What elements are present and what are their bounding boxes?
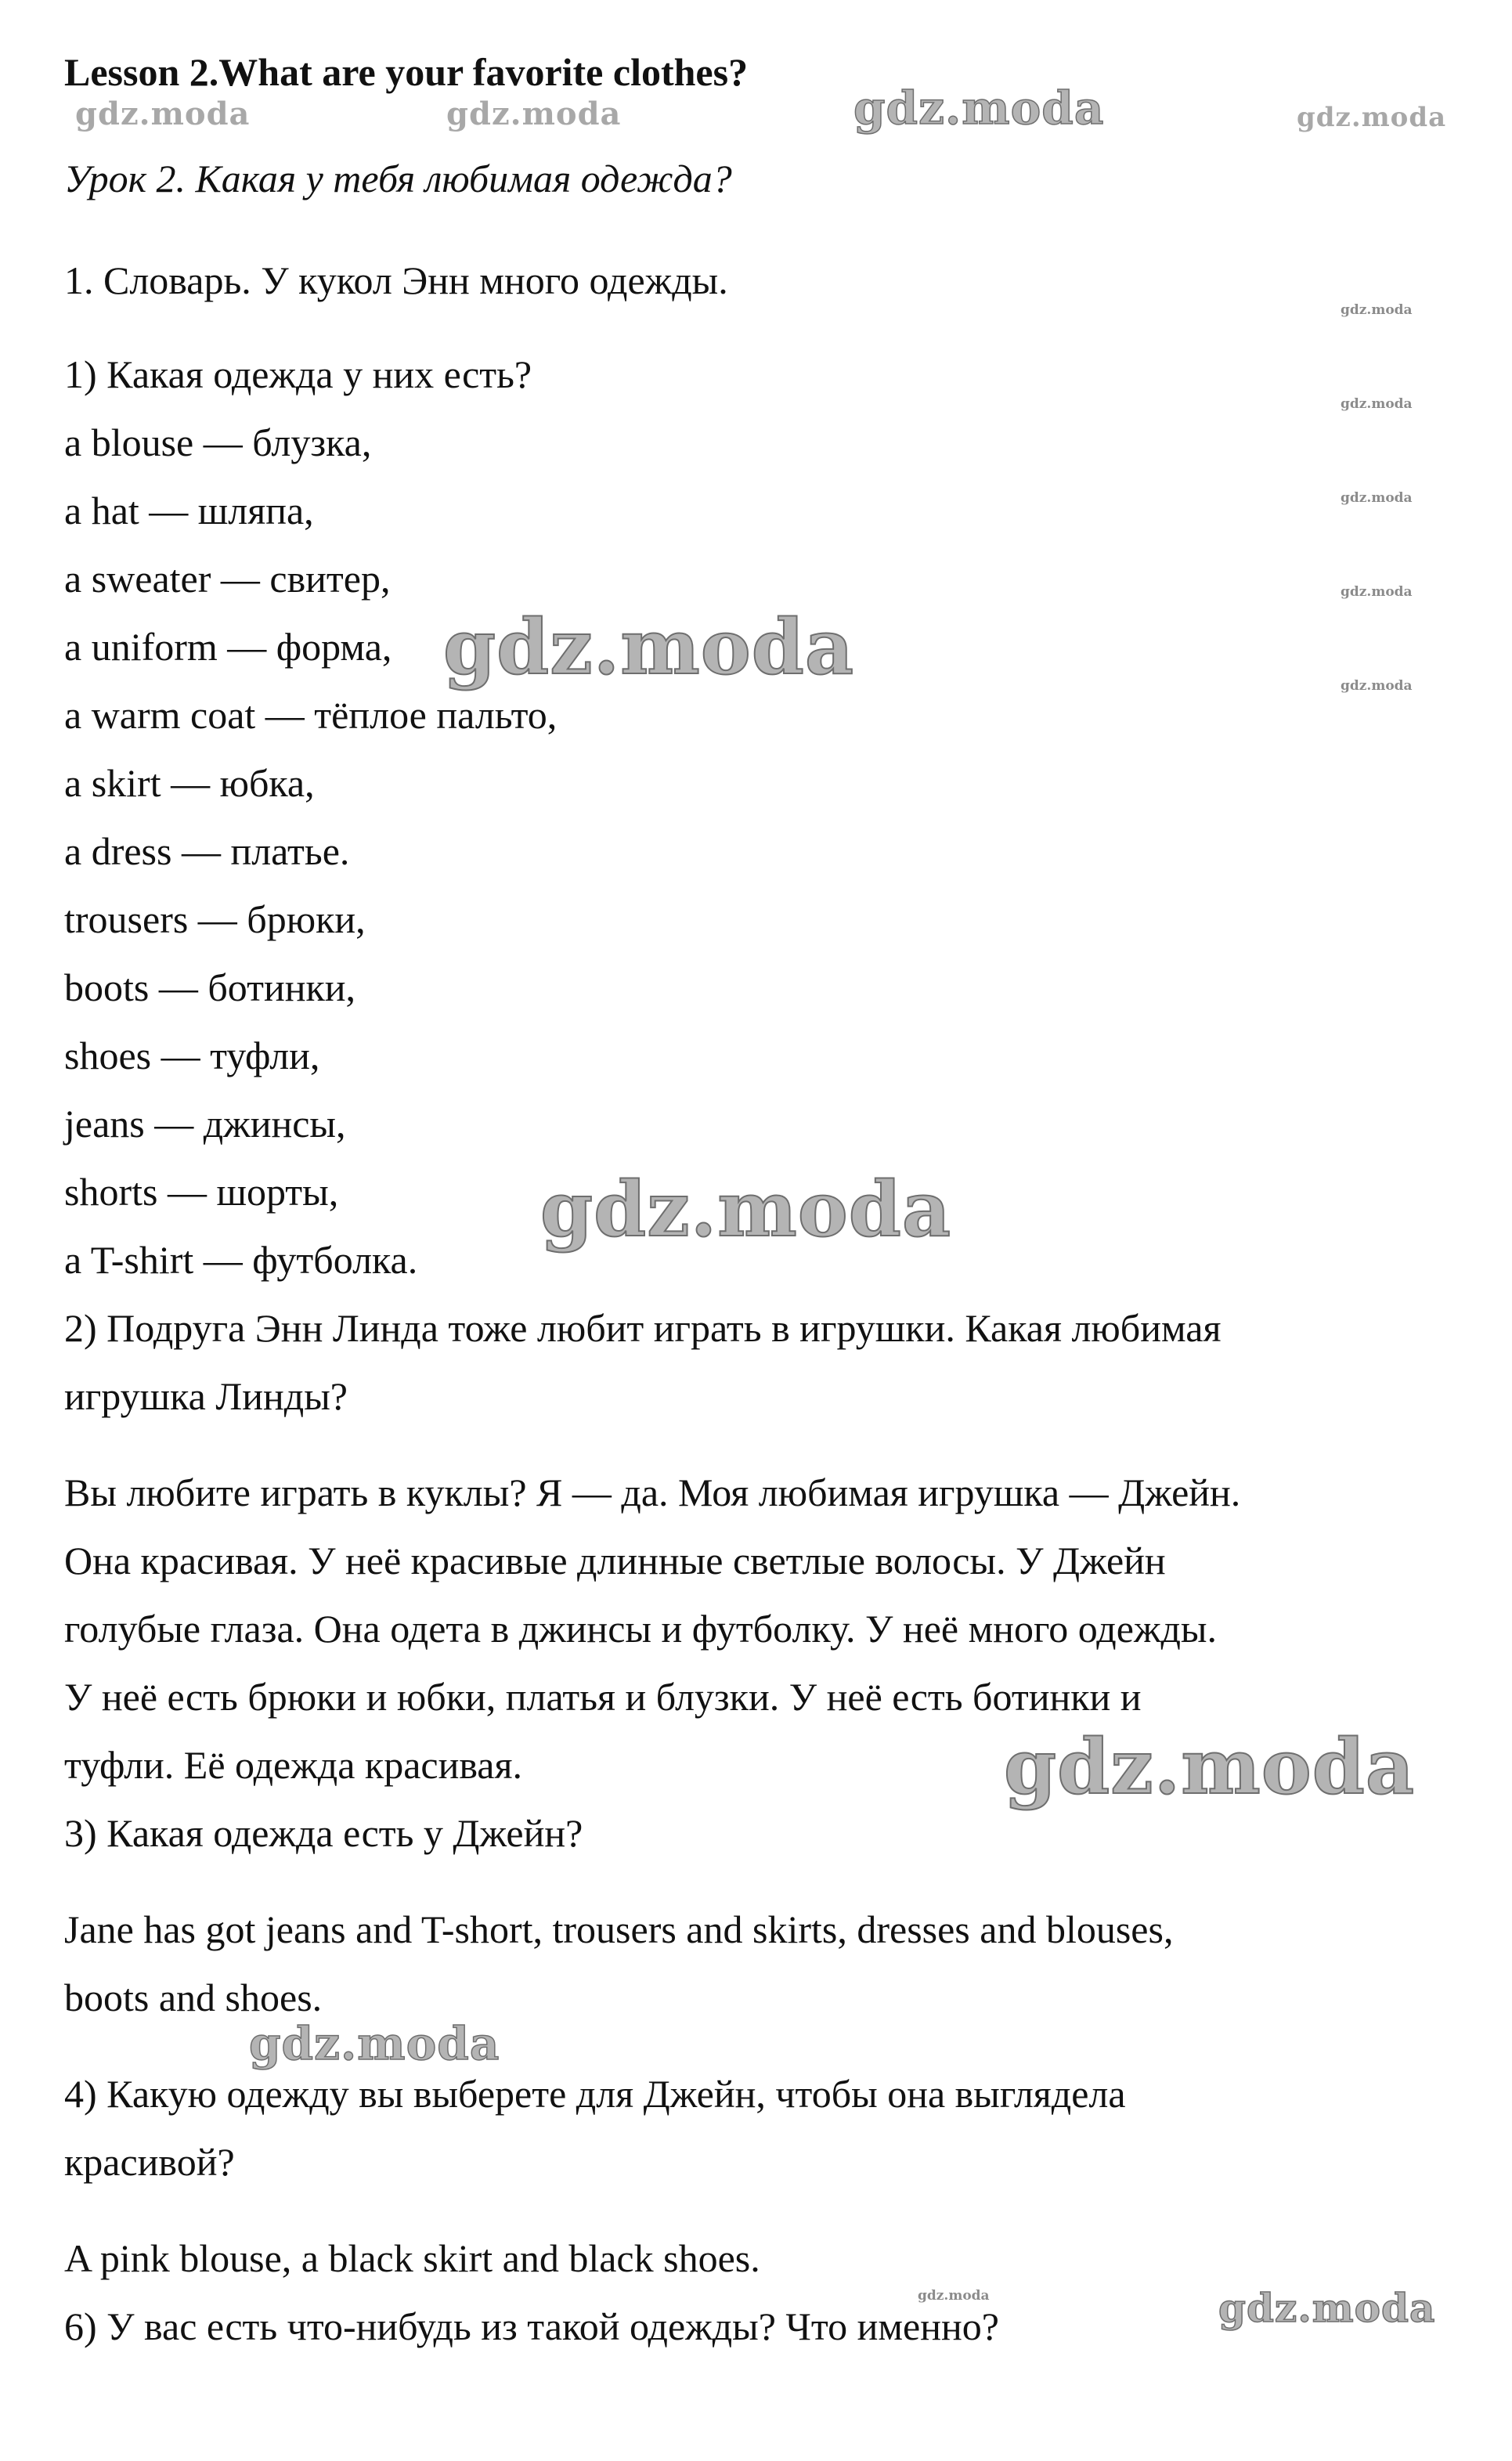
exercise-1-heading: 1. Словарь. У кукол Энн много одежды. [64,258,728,302]
watermark: gdz.moda [1341,678,1413,694]
lesson-title: Lesson 2.What are your favorite clothes? [64,50,749,94]
vocab-item: boots — ботинки, [64,965,356,1009]
vocab-item: a skirt — юбка, [64,761,315,805]
vocab-item: a hat — шляпа, [64,489,314,532]
answer-3: Jane has got jeans and T-short, trousers and skirts, dresses and blouses, [64,1907,1174,1951]
watermark: gdz.moda [918,2288,990,2304]
question-2-cont: игрушка Линды? [64,1374,348,1418]
text-line: У неё есть брюки и юбки, платья и блузки. У неё есть ботинки и [64,1675,1142,1719]
watermark: gdz.moda [1218,2285,1436,2331]
question-2: 2) Подруга Энн Линда тоже любит играть в игрушки. Какая любимая [64,1306,1222,1350]
watermark: gdz.moda [249,2017,500,2070]
vocab-item: a uniform — форма, [64,625,392,669]
answer-4: A pink blouse, a black skirt and black shoes. [64,2236,760,2280]
vocab-item: a blouse — блузка, [64,420,372,464]
watermark: gdz.moda [75,96,251,132]
question-1: 1) Какая одежда у них есть? [64,352,532,396]
answer-3-cont: boots and shoes. [64,1976,323,2019]
vocab-item: a sweater — свитер, [64,557,391,601]
text-line: Она красивая. У неё красивые длинные светлые волосы. У Джейн [64,1539,1166,1582]
vocab-item: a dress — платье. [64,829,350,873]
watermark: gdz.moda [446,96,622,132]
watermark: gdz.moda [443,603,855,691]
lesson-subtitle: Урок 2. Какая у тебя любимая одежда? [64,157,732,200]
watermark: gdz.moda [1297,102,1447,133]
watermark: gdz.moda [1341,490,1413,506]
question-3: 3) Какая одежда есть у Джейн? [64,1811,583,1855]
vocab-item: trousers — брюки, [64,897,366,941]
text-line: туфли. Её одежда красивая. [64,1743,522,1787]
question-4: 4) Какую одежду вы выберете для Джейн, чтобы она выглядела [64,2072,1126,2116]
watermark: gdz.moda [540,1165,952,1254]
vocab-item: shorts — шорты, [64,1170,339,1214]
question-4-cont: красивой? [64,2140,235,2184]
watermark: gdz.moda [1004,1723,1416,1811]
watermark: gdz.moda [1341,584,1413,600]
text-line: Вы любите играть в куклы? Я — да. Моя любимая игрушка — Джейн. [64,1470,1241,1514]
question-6: 6) У вас есть что-нибудь из такой одежды? Что именно? [64,2304,999,2348]
vocab-item: a warm coat — тёплое пальто, [64,693,558,737]
vocab-item: shoes — туфли, [64,1034,320,1077]
text-line: голубые глаза. Она одета в джинсы и футболку. У неё много одежды. [64,1607,1218,1651]
watermark: gdz.moda [1341,302,1413,318]
vocab-item: a T-shirt — футболка. [64,1238,418,1282]
watermark: gdz.moda [1341,396,1413,412]
vocab-item: jeans — джинсы, [64,1102,346,1146]
watermark: gdz.moda [853,81,1105,135]
